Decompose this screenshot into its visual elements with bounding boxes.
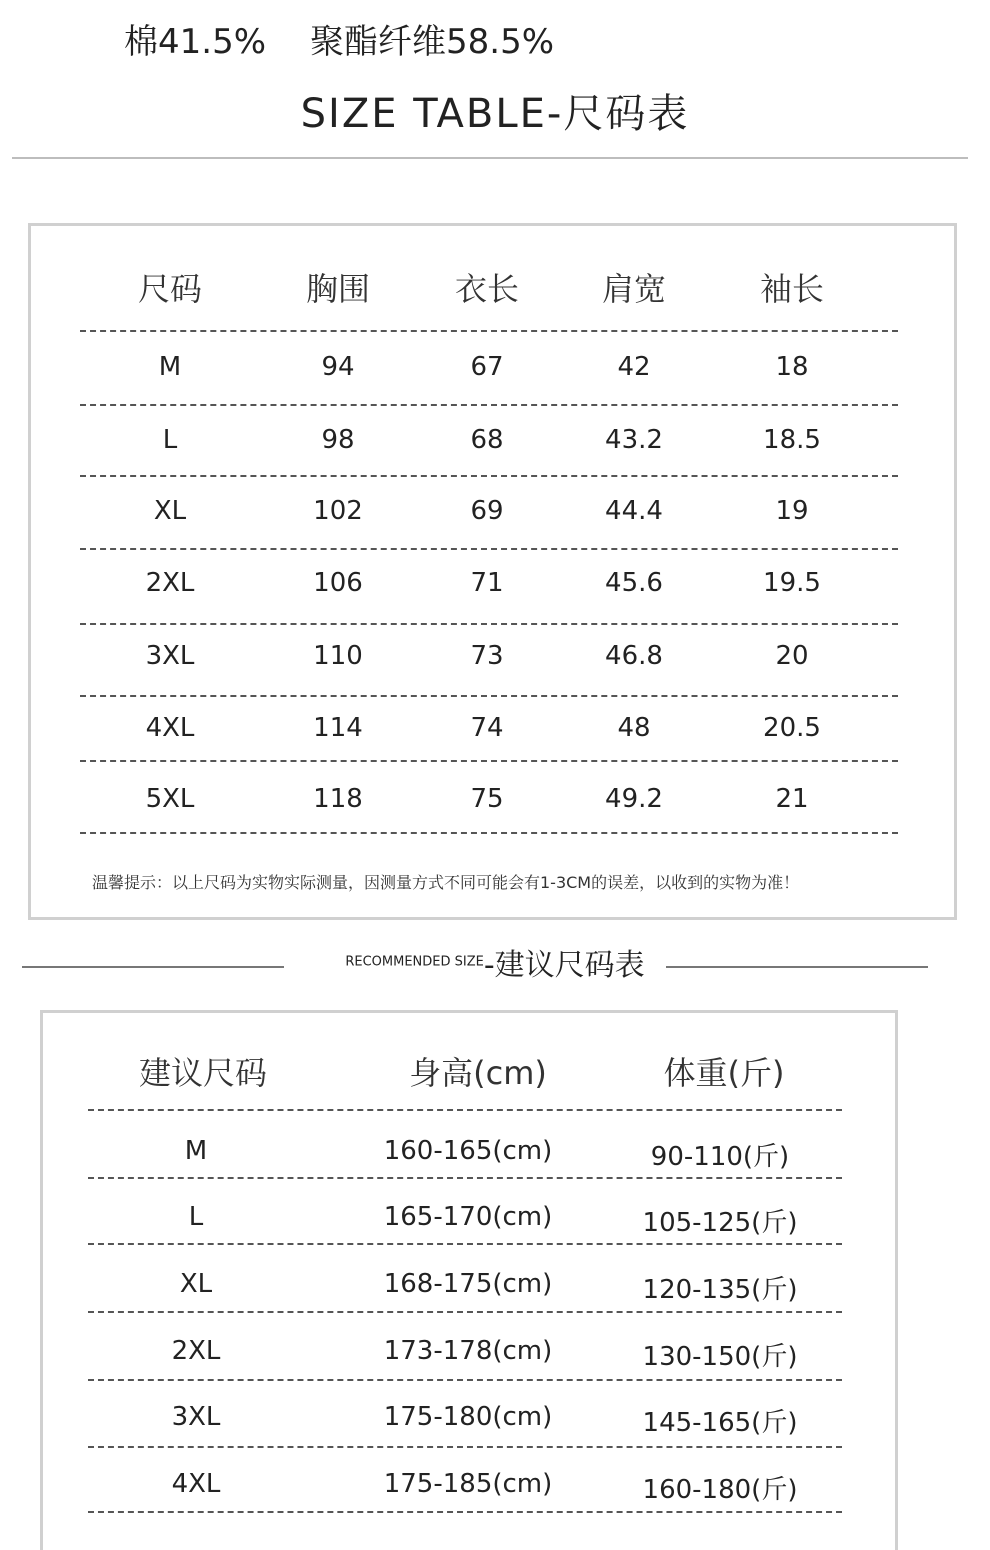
rec-cell-weight: 160-180(斤): [642, 1475, 798, 1505]
rec-cell-size: 2XL: [171, 1336, 221, 1366]
row-divider: [80, 475, 898, 477]
rec-cell-height: 160-165(cm): [383, 1136, 553, 1166]
row-divider: [80, 404, 898, 406]
page-title: SIZE TABLE-尺码表: [300, 91, 690, 137]
rec-header-size: 建议尺码: [138, 1054, 268, 1092]
cell-shoulder: 48: [617, 713, 651, 743]
rec-cell-weight: 130-150(斤): [642, 1342, 798, 1372]
row-divider: [80, 832, 898, 834]
cell-size: 2XL: [145, 568, 195, 598]
cell-sleeve: 19: [775, 496, 809, 526]
cell-chest: 114: [313, 713, 363, 743]
cell-sleeve: 20.5: [763, 713, 821, 743]
cell-sleeve: 18: [775, 352, 809, 382]
rec-cell-size: L: [188, 1202, 204, 1232]
cell-length: 74: [470, 713, 504, 743]
header-length: 衣长: [454, 270, 520, 308]
header-size: 尺码: [137, 270, 203, 308]
row-divider: [80, 330, 898, 332]
cell-size: M: [158, 352, 182, 382]
rec-cell-weight: 105-125(斤): [642, 1208, 798, 1238]
cell-length: 73: [470, 641, 504, 671]
cell-length: 75: [470, 784, 504, 814]
cell-chest: 94: [321, 352, 355, 382]
row-divider: [80, 548, 898, 550]
header-sleeve: 袖长: [759, 270, 825, 308]
cell-size: 5XL: [145, 784, 195, 814]
recommended-title-en: RECOMMENDED SIZE: [345, 954, 484, 970]
cell-length: 71: [470, 568, 504, 598]
rec-header-weight: 体重(斤): [663, 1054, 785, 1092]
cell-length: 69: [470, 496, 504, 526]
rec-cell-weight: 120-135(斤): [642, 1275, 798, 1305]
header-shoulder: 肩宽: [601, 270, 667, 308]
rec-cell-height: 175-185(cm): [383, 1469, 553, 1499]
cell-chest: 102: [313, 496, 363, 526]
cell-shoulder: 44.4: [605, 496, 663, 526]
rec-cell-height: 165-170(cm): [383, 1202, 553, 1232]
cell-sleeve: 20: [775, 641, 809, 671]
cell-shoulder: 49.2: [605, 784, 663, 814]
rec-cell-height: 175-180(cm): [383, 1402, 553, 1432]
cell-chest: 106: [313, 568, 363, 598]
rec-cell-height: 168-175(cm): [383, 1269, 553, 1299]
cell-shoulder: 46.8: [605, 641, 663, 671]
cell-shoulder: 42: [617, 352, 651, 382]
cell-sleeve: 18.5: [763, 425, 821, 455]
recommended-title: [0, 940, 990, 984]
header-chest: 胸围: [305, 270, 371, 308]
rec-cell-size: 4XL: [171, 1469, 221, 1499]
cell-size: XL: [153, 496, 187, 526]
cell-chest: 110: [313, 641, 363, 671]
rec-cell-size: XL: [179, 1269, 213, 1299]
cell-chest: 118: [313, 784, 363, 814]
cell-shoulder: 45.6: [605, 568, 663, 598]
cell-sleeve: 19.5: [763, 568, 821, 598]
row-divider: [80, 695, 898, 697]
cell-sleeve: 21: [775, 784, 809, 814]
recommended-size-table: [40, 1010, 898, 1550]
rec-cell-height: 173-178(cm): [383, 1336, 553, 1366]
polyester-content: 聚酯纤维58.5%: [310, 22, 555, 62]
row-divider: [80, 623, 898, 625]
cell-shoulder: 43.2: [605, 425, 663, 455]
cell-length: 68: [470, 425, 504, 455]
cell-size: 3XL: [145, 641, 195, 671]
rec-cell-weight: 145-165(斤): [642, 1408, 798, 1438]
cell-length: 67: [470, 352, 504, 382]
rec-cell-size: M: [184, 1136, 208, 1166]
cell-size: L: [162, 425, 178, 455]
row-divider: [80, 760, 898, 762]
cell-chest: 98: [321, 425, 355, 455]
measurement-tip: 温馨提示：以上尺码为实物实际测量，因测量方式不同可能会有1-3CM的误差，以收到的实物为准！: [92, 873, 800, 892]
recommended-title-cn: -建议尺码表: [483, 948, 645, 983]
cell-size: 4XL: [145, 713, 195, 743]
rec-cell-size: 3XL: [171, 1402, 221, 1432]
cotton-content: 棉41.5%: [124, 22, 267, 62]
rec-header-height: 身高(cm): [409, 1054, 547, 1092]
rec-cell-weight: 90-110(斤): [650, 1142, 790, 1172]
